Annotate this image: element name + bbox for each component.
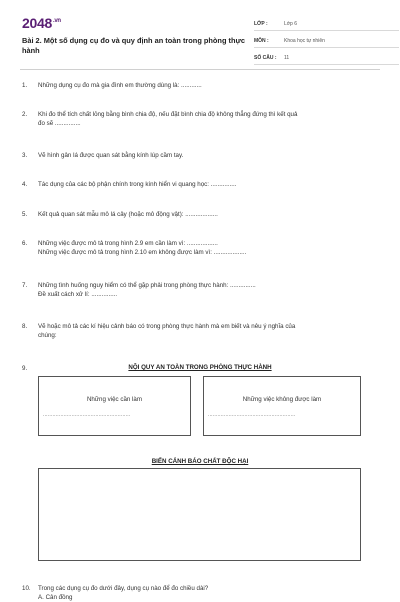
question-text: Những dụng cụ đo mà gia đình em thường dùng là: ............ (38, 82, 202, 89)
question-text: Vẽ hình gân lá được quan sát bằng kính lúp cầm tay. (38, 152, 184, 159)
must-not-do-label: Những việc không được làm (242, 396, 322, 403)
question-text: Tác dụng của các bộ phận chính trong kính hiển vi quang học: ............... (38, 181, 237, 188)
meta-row-question-count (254, 52, 399, 65)
worksheet-header (20, 14, 380, 64)
question-5 (20, 210, 380, 219)
question-8 (20, 322, 380, 340)
question-number: 6. (22, 240, 28, 247)
question-2 (20, 110, 380, 128)
question-text: Những tình huống nguy hiểm có thể gặp phải trong phòng thực hành: ............... (38, 282, 256, 289)
question-10 (20, 584, 380, 602)
question-number: 7. (22, 282, 28, 289)
meta-label: SỐ CÂU : (254, 55, 277, 61)
must-not-do-box (203, 376, 361, 436)
lesson-title: Bài 2. Một số dụng cụ đo và quy định an toàn trong phòng thực hành (22, 36, 245, 55)
question-3 (20, 151, 380, 160)
question-text: Vẽ hoặc mô tả các kí hiệu cảnh báo có trong phòng thực hành mà em biết và nêu ý nghĩa của (38, 323, 296, 330)
question-text: Những việc được mô tả trong hình 2.9 em cần làm vì: .................. (38, 240, 218, 247)
question-number: 10. (22, 585, 31, 592)
question-number: 2. (22, 111, 28, 118)
meta-label: LỚP : (254, 21, 268, 27)
question-number: 9. (22, 365, 28, 372)
question-text: Kết quả quan sát mẫu mô lá cây (hoặc mô động vật): ................... (38, 211, 218, 218)
question-text: đo sẽ ............... (38, 120, 81, 127)
header-divider (20, 69, 380, 70)
question-number: 8. (22, 323, 28, 330)
question-text: Trong các dụng cụ đo dưới đây, dụng cụ nào để đo chiều dài? (38, 585, 209, 592)
answer-dots: ....................................................... (43, 412, 131, 418)
question-1 (20, 81, 380, 90)
meta-value: 11 (284, 55, 290, 61)
must-do-box (38, 376, 191, 436)
must-do-label: Những việc cần làm (86, 396, 143, 403)
meta-label: MÔN : (254, 38, 269, 44)
meta-value: Khoa học tự nhiên (284, 38, 325, 44)
toxic-warning-title: BIỂN CẢNH BÁO CHẤT ĐỘC HẠI (151, 458, 249, 465)
question-text: Khi đo thể tích chất lỏng bằng bình chia độ, nếu đặt bình chia độ không thẳng đứng thì kết quả (38, 111, 298, 118)
question-number: 1. (22, 82, 28, 89)
lesson-meta (254, 18, 399, 69)
site-logo[interactable]: $2048^{.vn}$ (22, 15, 61, 31)
question-number: 4. (22, 181, 28, 188)
question-text: chúng: (38, 332, 57, 339)
toxic-warning-drawing-box (38, 468, 361, 561)
meta-value: Lớp 6 (284, 21, 298, 27)
question-number: 5. (22, 211, 28, 218)
question-6 (20, 239, 380, 257)
question-text: Những việc được mô tả trong hình 2.10 em không được làm vì: ................... (38, 249, 247, 256)
question-7 (20, 281, 380, 299)
question-4 (20, 180, 380, 189)
question-number: 3. (22, 152, 28, 159)
meta-row-class (254, 18, 399, 31)
answer-dots: ....................................................... (208, 412, 296, 418)
safety-rules-title: NỘI QUY AN TOÀN TRONG PHÒNG THỰC HÀNH (128, 364, 272, 371)
meta-row-subject (254, 35, 399, 48)
answer-option-a: A. Cân đồng (38, 594, 73, 601)
question-text: Đề xuất cách xử lí: ............... (38, 291, 118, 298)
